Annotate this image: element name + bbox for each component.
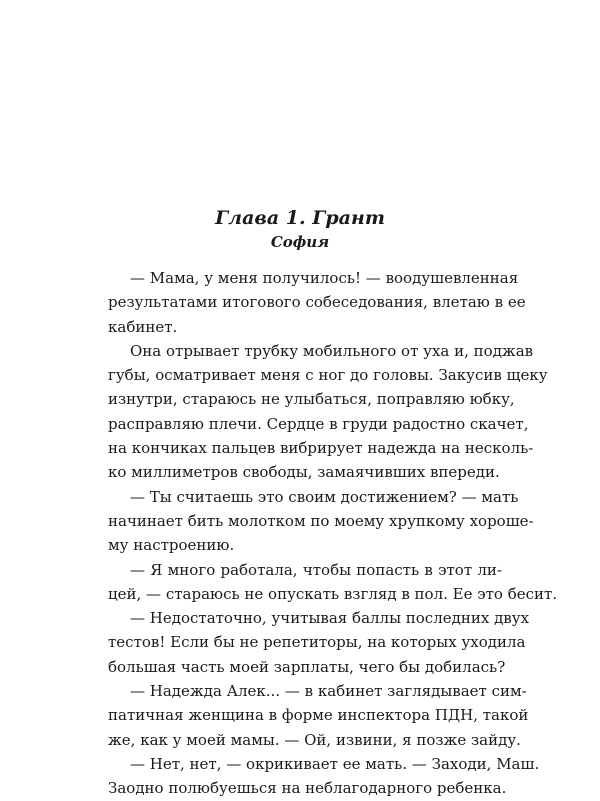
text-line: — Я много работала, чтобы попасть в этот ли- <box>130 560 502 579</box>
text-line: результатами итогового собеседования, влетаю в ее <box>108 293 526 312</box>
text-line: изнутри, стараюсь не улыбаться, поправляю юбку, <box>108 390 515 409</box>
text-line: Она отрывает трубку мобильного от уха и, поджав <box>130 341 534 360</box>
text-line: начинает бить молотком по моему хрупкому хороше- <box>108 511 534 530</box>
chapter-body-text <box>108 266 558 801</box>
chapter-subtitle: София <box>270 233 330 251</box>
text-line: — Мама, у меня получилось! — воодушевленная <box>130 269 519 287</box>
text-line: — Недостаточно, учитывая баллы последних двух <box>130 609 530 628</box>
text-line: цей, — стараюсь не опускать взгляд в пол. Ее это бесит. <box>108 584 558 603</box>
text-line: расправляю плечи. Сердце в груди радостно скачет, <box>108 414 529 433</box>
text-line: ко миллиметров свободы, замаячивших впереди. <box>108 463 500 482</box>
chapter-heading <box>110 205 490 253</box>
text-line: большая часть моей зарплаты, чего бы добилась? <box>108 657 506 676</box>
text-line: — Нет, нет, — окрикивает ее мать. — Заходи, Маш. <box>130 754 540 773</box>
text-line: му настроению. <box>108 536 235 555</box>
text-line: Заодно полюбуешься на неблагодарного ребенка. <box>108 779 507 798</box>
text-line: же, как у моей мамы. — Ой, извини, я позже зайду. <box>108 730 521 749</box>
text-line: — Надежда Алек... — в кабинет заглядывает сим- <box>130 682 527 701</box>
chapter-title: Глава 1. Грант <box>215 207 385 229</box>
text-line: кабинет. <box>108 317 178 336</box>
text-line: на кончиках пальцев вибрирует надежда на несколь- <box>108 439 534 458</box>
text-line: патичная женщина в форме инспектора ПДН, такой <box>108 706 529 725</box>
text-line: тестов! Если бы не репетиторы, на которых уходила <box>108 633 526 652</box>
text-line: губы, осматривает меня с ног до головы. Закусив щеку <box>108 366 548 385</box>
text-line: — Ты считаешь это своим достижением? — мать <box>130 487 519 506</box>
